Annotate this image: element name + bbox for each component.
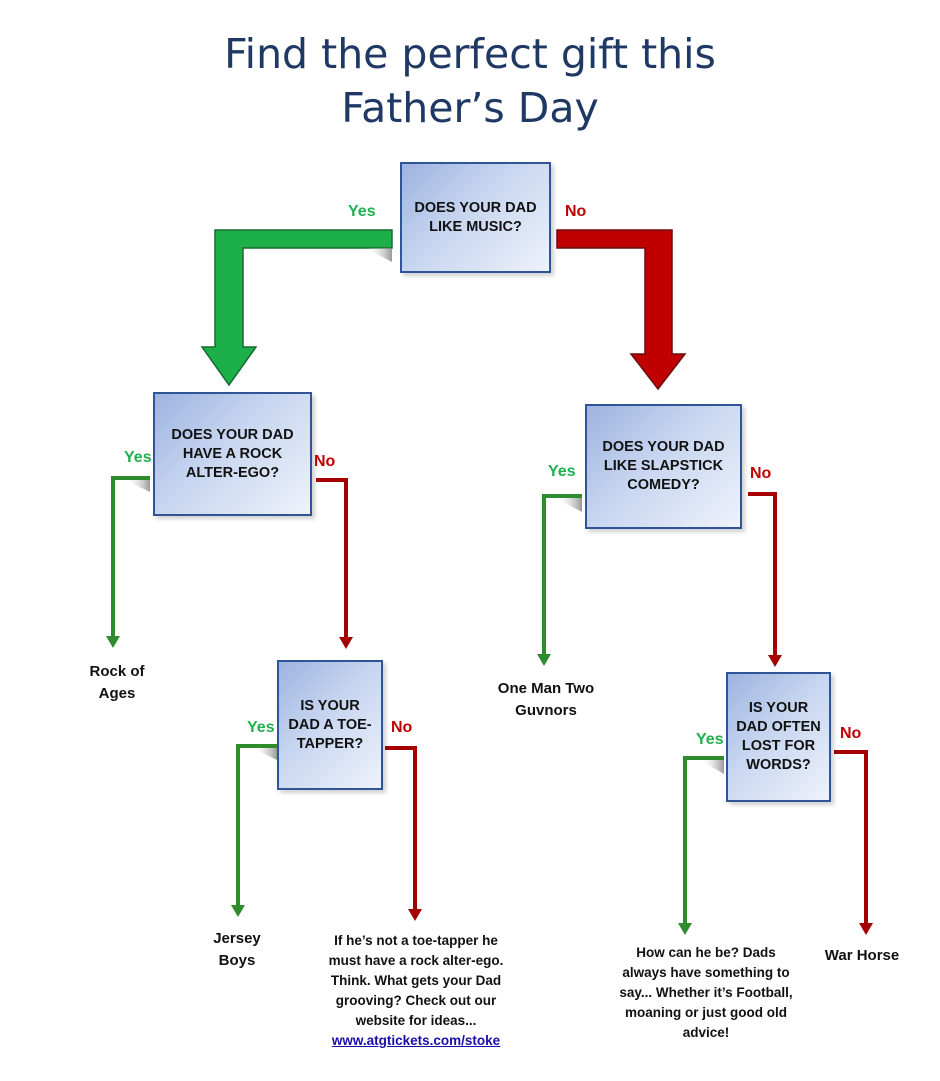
- atg-tickets-link[interactable]: www.atgtickets.com/stoke: [331, 1033, 501, 1048]
- arrow-q1-no: [557, 230, 685, 389]
- answer-jersey-boys: Jersey Boys: [213, 930, 261, 969]
- arrow-q3-no-head: [768, 655, 782, 667]
- question-box-rock-alter-ego: DOES YOUR DAD HAVE A ROCK ALTER-EGO?: [153, 392, 312, 516]
- arrow-q4-yes-head: [231, 905, 245, 917]
- question-box-music: DOES YOUR DAD LIKE MUSIC?: [400, 162, 551, 273]
- arrow-q4-no-head: [408, 909, 422, 921]
- shadow-q1-yes: [365, 248, 392, 262]
- answer-rock-of-ages: Rock of Ages: [89, 663, 145, 702]
- question-box-lost-for-words: IS YOUR DAD OFTEN LOST FOR WORDS?: [726, 672, 831, 802]
- arrow-q3-yes: [544, 496, 582, 655]
- no-label-q4: No: [391, 719, 413, 736]
- arrow-q5-yes-head: [678, 923, 692, 935]
- yes-label-q5: Yes: [696, 731, 724, 748]
- arrow-q3-yes-head: [537, 654, 551, 666]
- arrow-q4-yes: [238, 746, 277, 906]
- page-title-line1: Find the perfect gift this: [224, 30, 716, 78]
- page-title-line2: Father’s Day: [341, 84, 599, 132]
- toe-tapper-note: [318, 931, 514, 1051]
- question-box-slapstick: DOES YOUR DAD LIKE SLAPSTICK COMEDY?: [585, 404, 742, 529]
- no-label-q5: No: [840, 725, 862, 742]
- toe-tapper-note-text: If he’s not a toe-tapper he must have a rock alter-ego. Think. What gets your Dad grooving? Check out our website for ideas...: [328, 933, 504, 1028]
- no-label-q2: No: [314, 453, 336, 470]
- lost-for-words-note: How can he be? Dads always have something to say... Whether it’s Football, moaning or just good old advice!: [619, 945, 793, 1040]
- yes-label-q1: Yes: [348, 203, 376, 220]
- arrow-q5-yes: [685, 758, 724, 924]
- no-label-q1: No: [565, 203, 587, 220]
- arrow-q3-no: [748, 494, 775, 656]
- arrow-q4-no: [385, 748, 415, 910]
- arrow-q5-no-head: [859, 923, 873, 935]
- arrow-q2-yes-head: [106, 636, 120, 648]
- arrow-q1-yes: [202, 230, 392, 385]
- yes-label-q3: Yes: [548, 463, 576, 480]
- answer-war-horse: War Horse: [824, 947, 900, 964]
- no-label-q3: No: [750, 465, 772, 482]
- arrow-q2-no: [316, 480, 346, 638]
- answer-one-man-two-guvnors: One Man Two Guvnors: [497, 680, 595, 719]
- yes-label-q4: Yes: [247, 719, 275, 736]
- arrow-q2-no-head: [339, 637, 353, 649]
- question-box-toe-tapper: IS YOUR DAD A TOE-TAPPER?: [277, 660, 383, 790]
- arrow-q2-yes: [113, 478, 150, 637]
- arrow-q5-no: [834, 752, 866, 924]
- yes-label-q2: Yes: [124, 449, 152, 466]
